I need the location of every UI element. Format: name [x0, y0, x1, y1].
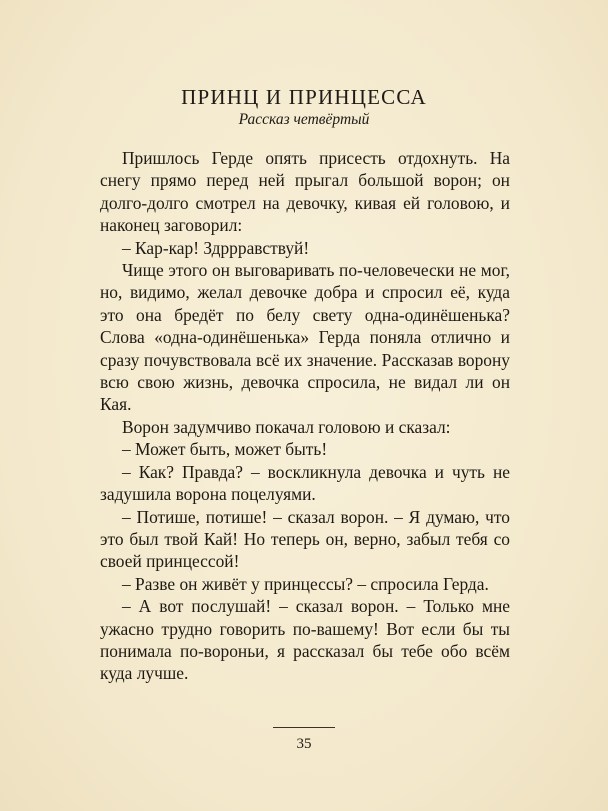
paragraph: – Может быть, может быть! [122, 439, 328, 460]
page-number: 35 [296, 736, 312, 752]
paragraph: – Разве он живёт у принцессы? – спросила Герда. [122, 573, 489, 594]
chapter-subtitle: Рассказ четвёртый [238, 111, 370, 128]
paragraph: Пришлось Герде опять присесть отдохнуть. На снегу прямо перед ней прыгал большой ворон; он долго-долго смотрел на девочку, кивая ей головою, и наконец заговорил: [100, 148, 510, 236]
paragraph: – Потише, потише! – сказал ворон. – Я думаю, что это был твой Кай! Но теперь он, верно, забыл тебя со своей принцессой! [100, 506, 510, 572]
paragraph: Ворон задумчиво покачал головою и сказал: [122, 416, 451, 437]
body-text [100, 147, 510, 685]
chapter-title: ПРИНЦ И ПРИНЦЕССА [181, 85, 427, 109]
paragraph: Чище этого он выговаривать по-человечески не мог, но, видимо, желал девочке добра и спросил её, куда это она бредёт по белу свету одна-одинёшенька? Слова «одна-одинёшенька» Герда поняла отлично и сразу почувствовала всё их значение. Рассказав ворону всю свою жизнь, девочка спросила, не видал ли он Кая. [100, 260, 510, 415]
paragraph: – Как? Правда? – воскликнула девочка и чуть не задушила ворона поцелуями. [100, 461, 510, 505]
paragraph: – А вот послушай! – сказал ворон. – Только мне ужасно трудно говорить по-вашему! Вот если бы ты понимала по-вороньи, я рассказал бы тебе обо всём куда лучше. [100, 596, 510, 684]
paragraph: – Кар-кар! Здррравствуй! [122, 237, 310, 258]
footer-rule [273, 727, 335, 728]
